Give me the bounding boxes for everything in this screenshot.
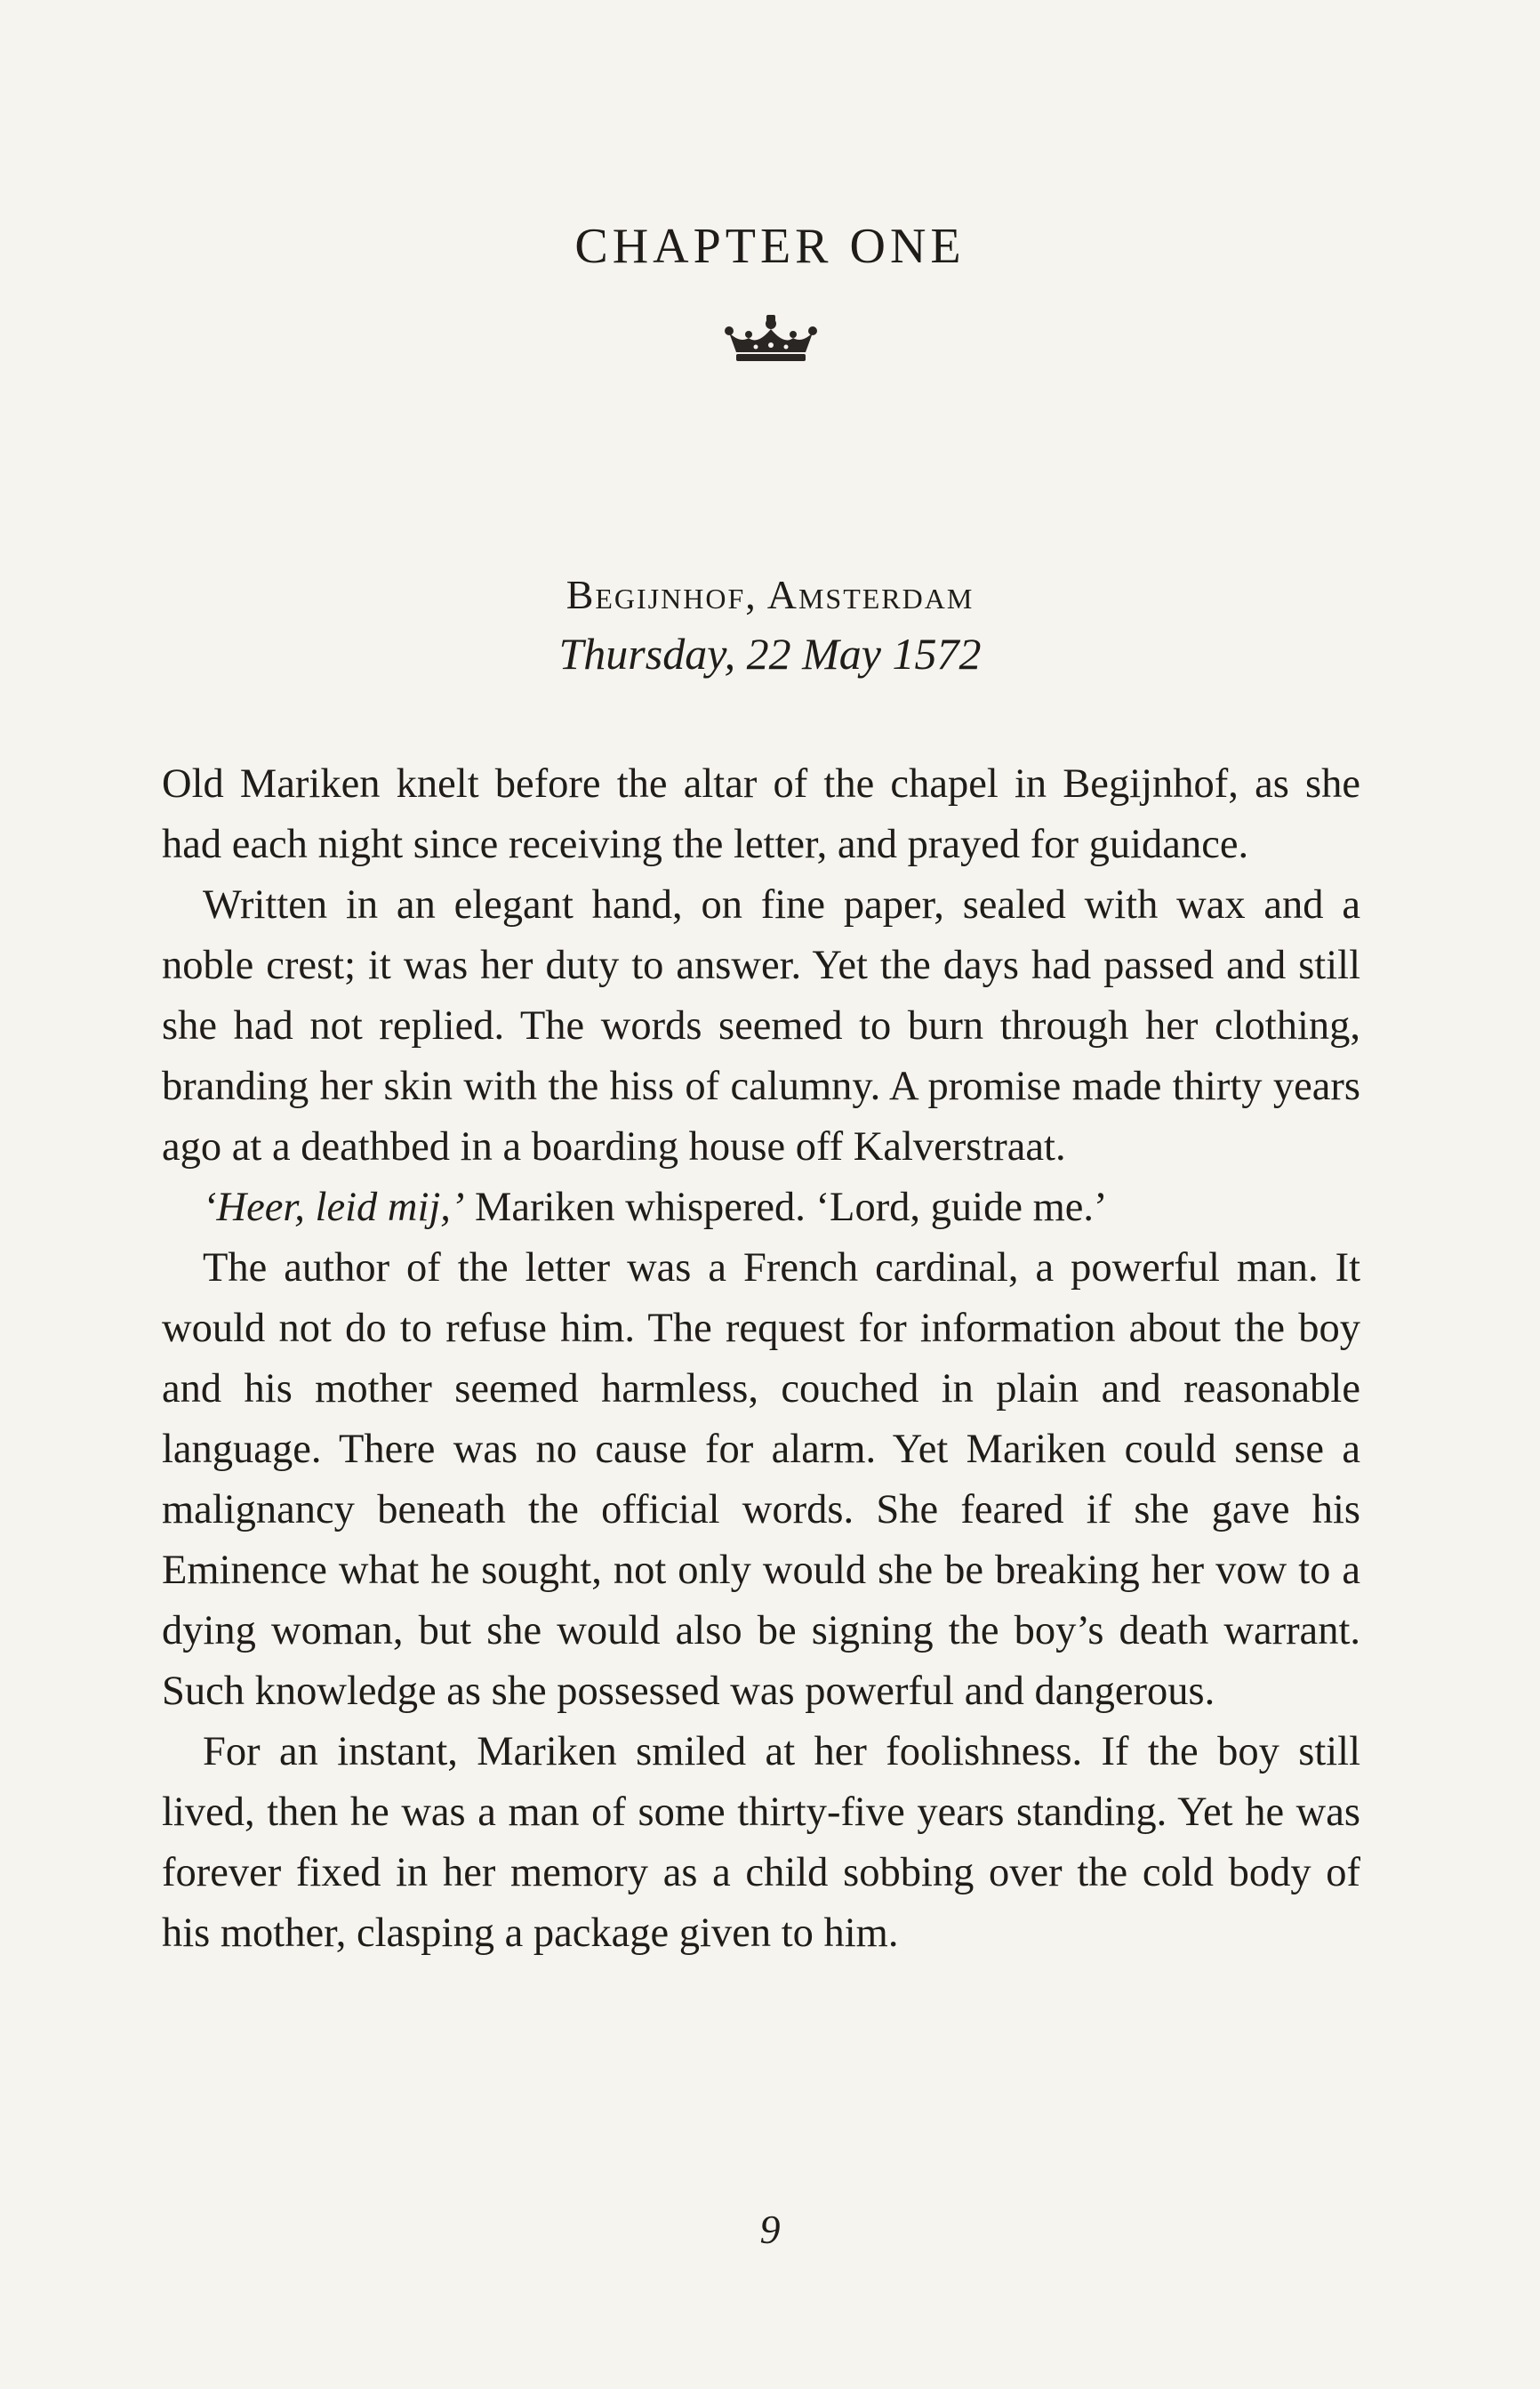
paragraph: Written in an elegant hand, on fine paper, sealed with wax and a noble crest; it was her duty to answer. Yet the days had passed and still she had not replied. The words seemed to burn through her clothing, branding her skin with the hiss of calumny. A promise made thirty years ago at a deathbed in a boarding house off Kalverstraat. — [162, 882, 1360, 1170]
body-text — [162, 754, 1360, 1964]
paragraph — [162, 1178, 1360, 1238]
paragraph: Old Mariken knelt before the altar of the chapel in Begijnhof, as she had each night since receiving the letter, and prayed for guidance. — [162, 761, 1360, 867]
chapter-date: Thursday, 22 May 1572 — [558, 629, 982, 679]
paragraph: For an instant, Mariken smiled at her foolishness. If the boy still lived, then he was a man of some thirty-five years standing. Yet he was forever fixed in her memory as a child sobbing over the cold body of his mother, clasping a package given to him. — [162, 1729, 1360, 1956]
italic-prayer: ‘Heer, leid mij,’ — [203, 1185, 465, 1230]
paragraph-rest: Mariken whispered. ‘Lord, guide me.’ — [464, 1185, 1108, 1230]
paragraph: The author of the letter was a French cardinal, a powerful man. It would not do to refuse him. The request for information about the boy and his mother seemed harmless, couched in plain and reasonable language. There was no cause for alarm. Yet Mariken could sense a malignancy beneath the official words. She feared if she gave his Eminence what he sought, not only would she be breaking her vow to a dying woman, but she would also be signing the boy’s death warrant. Such knowledge as she possessed was powerful and dangerous. — [162, 1245, 1360, 1714]
chapter-title: CHAPTER ONE — [574, 219, 966, 274]
chapter-place: Begijnhof, Amsterdam — [565, 572, 975, 617]
page-number: 9 — [759, 2207, 781, 2252]
crown-icon — [722, 313, 820, 366]
